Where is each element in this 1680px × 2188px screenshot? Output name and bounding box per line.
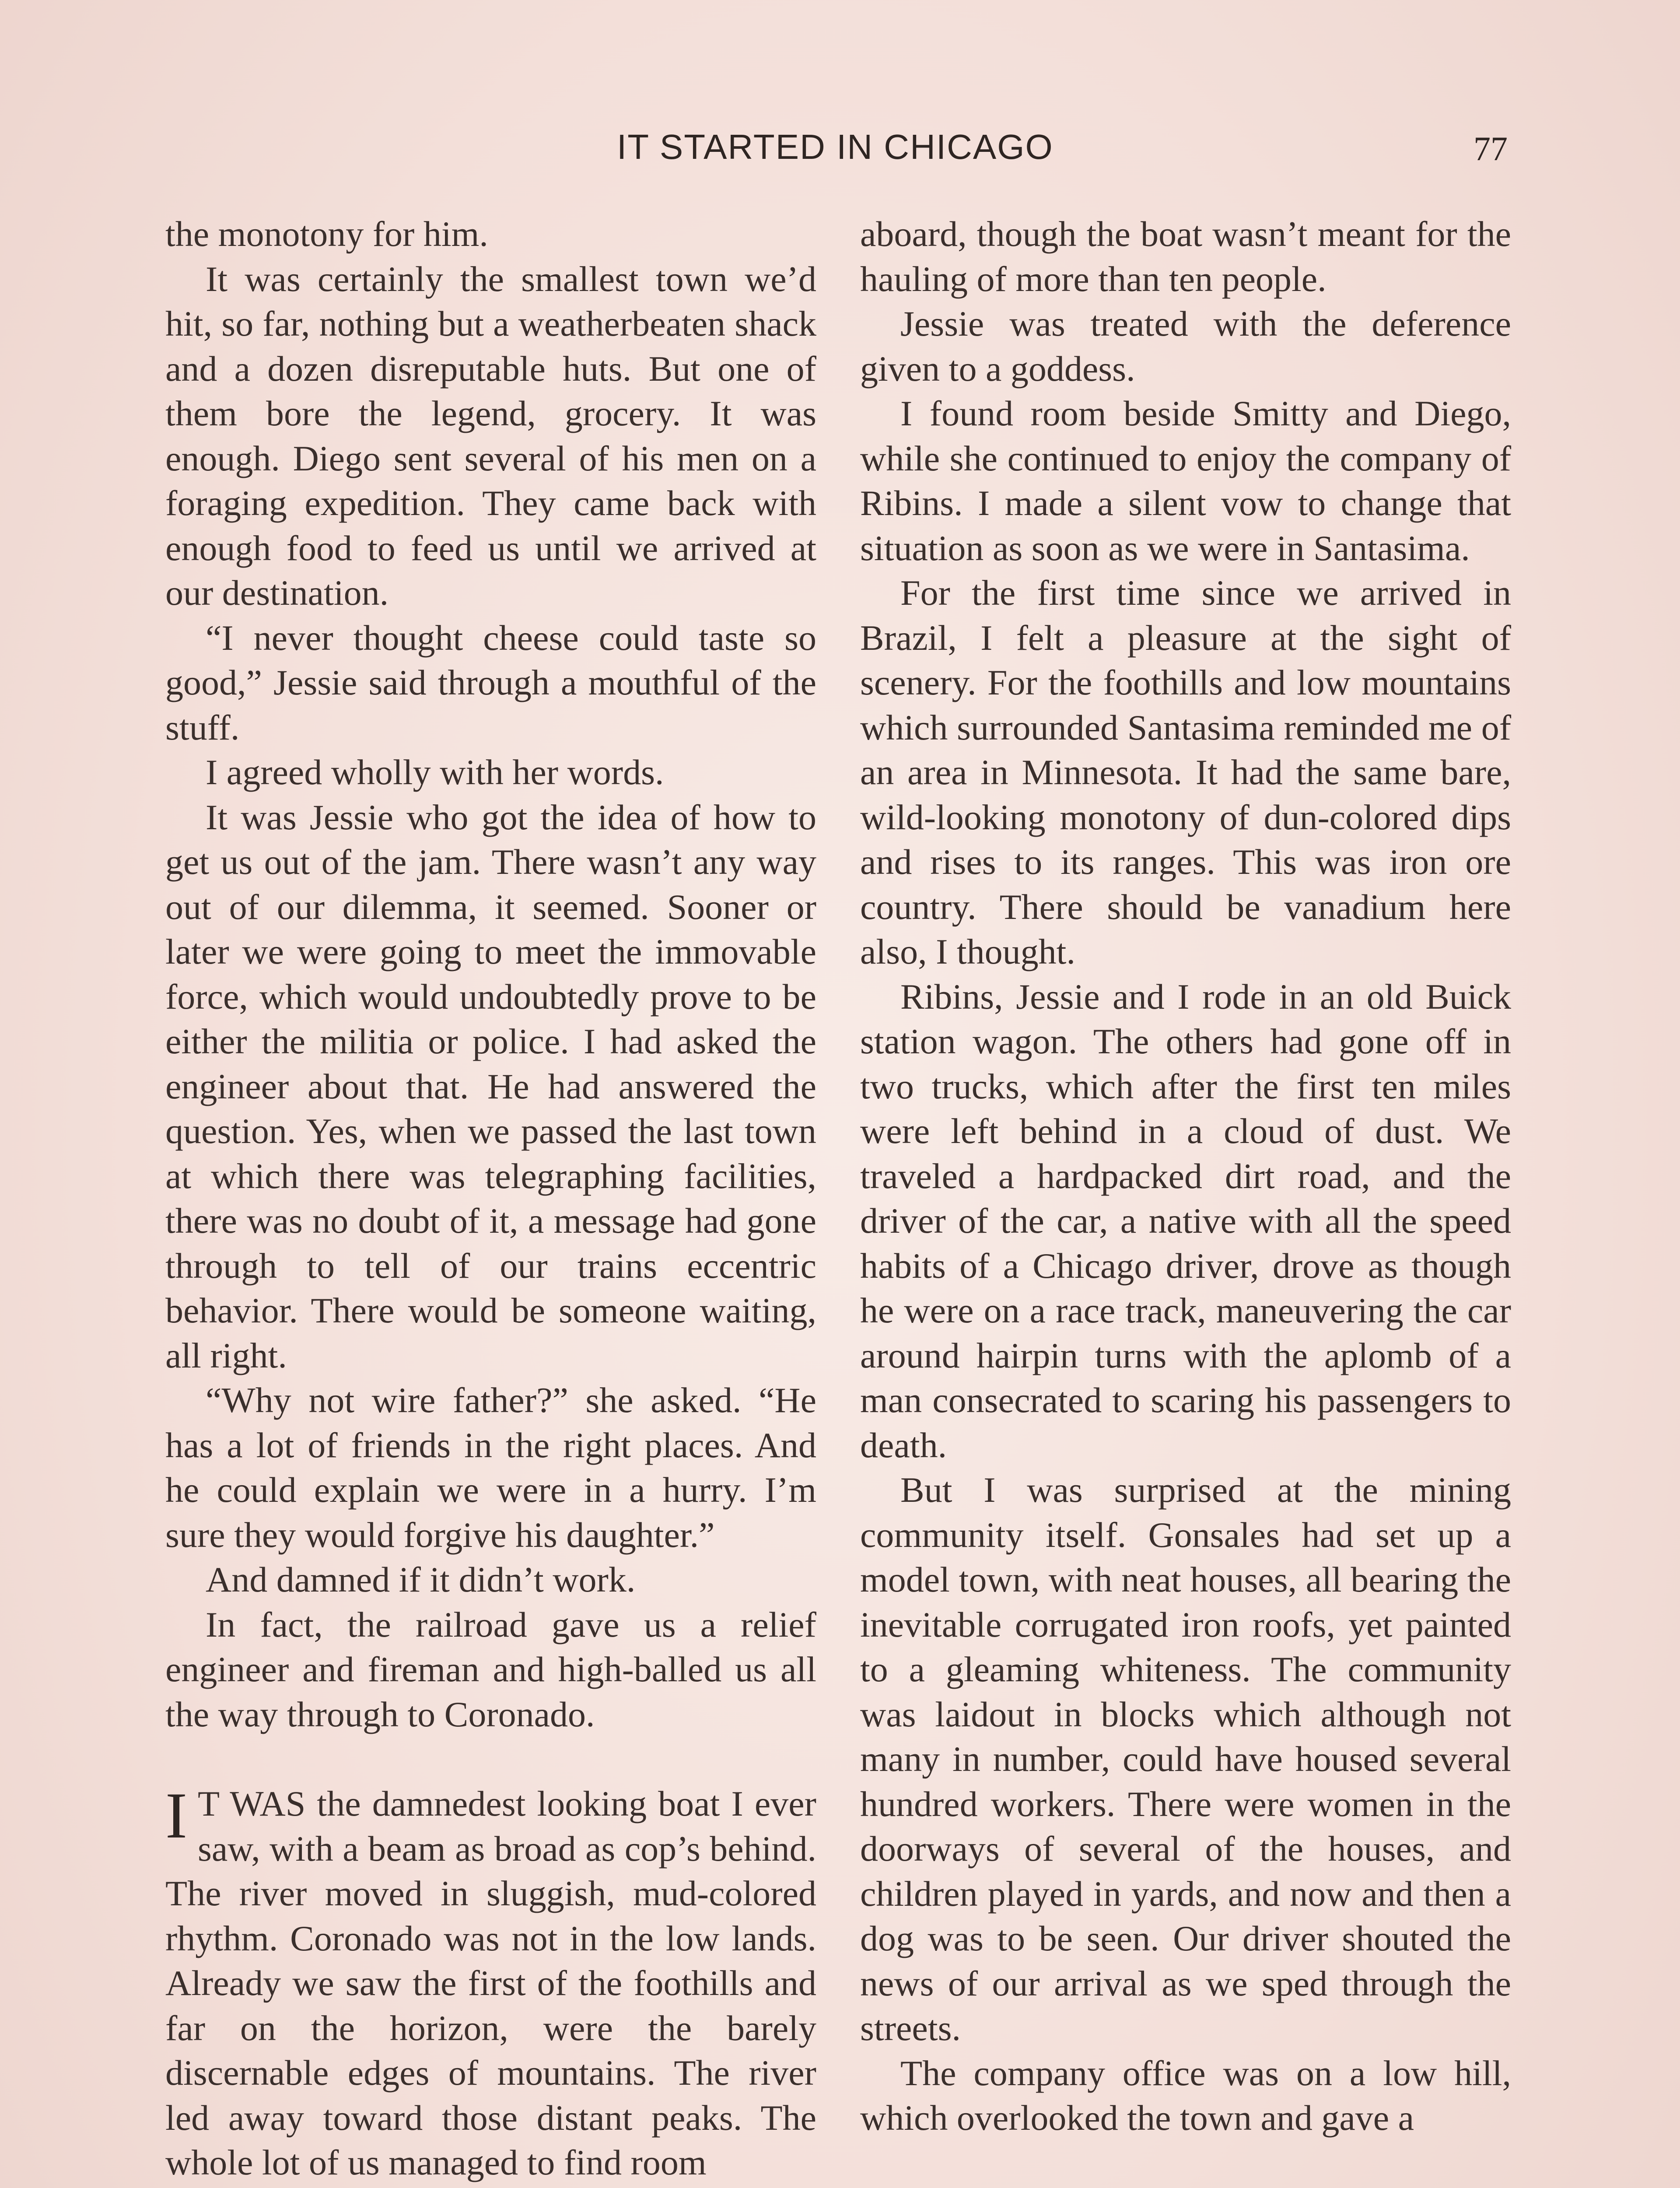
paragraph: It was Jessie who got the idea of how to get us out of the jam. There wasn’t any way out of our dilemma, it seemed. Sooner or later we were going to meet the immovable force, which would undoubtedly prove to be either the militia or police. I had asked the engineer about that. He had answered the question. Yes, when we passed the last town at which there was telegraphing facilities, there was no doubt of it, a message had gone through to tell of our trains eccentric behavior. There would be someone waiting, all right. xyxy=(165,797,816,1375)
page-number: 77 xyxy=(1474,130,1508,168)
section-opening-paragraph xyxy=(165,1781,816,2185)
section-break xyxy=(165,1737,816,1781)
paragraph: I agreed wholly with her words. xyxy=(206,752,664,792)
drop-cap: I xyxy=(165,1779,187,1852)
paragraph: “Why not wire father?” she asked. “He has a lot of friends in the right places. And he could explain we were in a hurry. I’m sure they would forgive his daughter.” xyxy=(165,1380,816,1555)
paragraph: For the first time since we arrived in Brazil, I felt a pleasure at the sight of scenery. For the foothills and low mountains which surrounded Santasima reminded me of an area in Minnesota. It had the same bare, wild-looking monotony of dun-colored dips and rises to its ranges. This was iron ore country. There should be vanadium here also, I thought. xyxy=(860,573,1511,971)
paragraph: the monotony for him. xyxy=(165,214,488,254)
paragraph: In fact, the railroad gave us a relief engineer and fireman and high-balled us all the way through to Coronado. xyxy=(165,1604,816,1734)
paragraph: Jessie was treated with the deference given to a goddess. xyxy=(860,304,1511,389)
paragraph: But I was surprised at the mining community itself. Gonsales had set up a model town, with neat houses, all bearing the inevitable corrugated iron roofs, yet painted to a gleaming whiteness. The community was laidout in blocks which although not many in number, could have housed several hundred workers. There were women in the doorways of several of the houses, and children played in yards, and now and then a dog was to be seen. Our driver shouted the news of our arrival as we sped through the streets. xyxy=(860,1470,1511,2048)
paragraph: It was certainly the smallest town we’d hit, so far, nothing but a weatherbeaten shack and a dozen disreputable huts. But one of them bore the legend, grocery. It was enough. Diego sent several of his men on a foraging expedition. They came back with enough food to feed us until we arrived at our destination. xyxy=(165,259,816,613)
left-column xyxy=(165,212,816,2185)
paragraph: I found room beside Smitty and Diego, while she continued to enjoy the company of Ribins. I made a silent vow to change that situation as soon as we were in Santasima. xyxy=(860,393,1511,568)
paragraph-text: T WAS the damnedest looking boat I ever saw, with a beam as broad as cop’s behind. The river moved in sluggish, mud-colored rhythm. Coronado was not in the low lands. Already we saw the first of the foothills and far on the horizon, were the barely discernable edges of mountains. The river led away toward those distant peaks. The whole lot of us managed to find room xyxy=(165,1784,816,2182)
paragraph: And damned if it didn’t work. xyxy=(206,1560,636,1599)
right-column xyxy=(860,212,1511,2141)
running-head: IT STARTED IN CHICAGO xyxy=(617,127,1054,166)
paragraph: Ribins, Jessie and I rode in an old Buick station wagon. The others had gone off in two trucks, which after the first ten miles were left behind in a cloud of dust. We traveled a hardpacked dirt road, and the driver of the car, a native with all the speed habits of a Chicago driver, drove as though he were on a race track, maneuvering the car around hairpin turns with the aplomb of a man consecrated to scaring his passengers to death. xyxy=(860,976,1511,1465)
paragraph: The company office was on a low hill, which overlooked the town and gave a xyxy=(860,2053,1511,2138)
paragraph: “I never thought cheese could taste so good,” Jessie said through a mouthful of the stuff. xyxy=(165,617,816,747)
paragraph: aboard, though the boat wasn’t meant for the hauling of more than ten people. xyxy=(860,214,1511,299)
